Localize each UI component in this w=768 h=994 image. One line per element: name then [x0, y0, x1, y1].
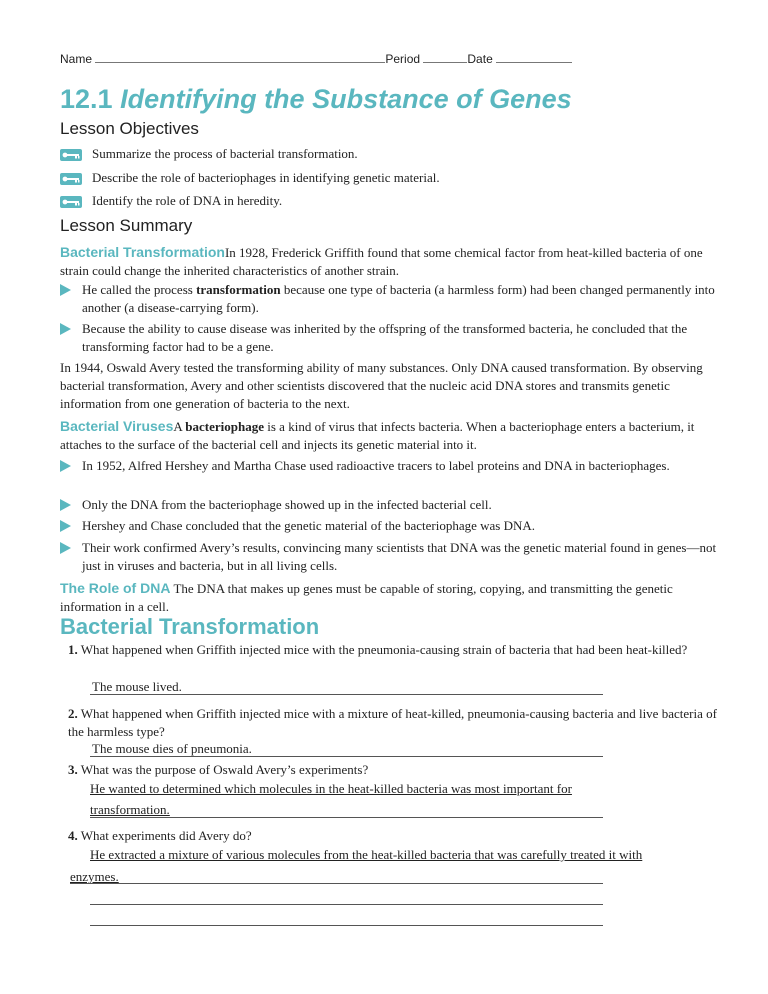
- answer-4-line-2[interactable]: enzymes.: [70, 869, 119, 884]
- objective-item: [60, 146, 358, 162]
- bullet-text: Hershey and Chase concluded that the genetic material of the bacteriophage was DNA.: [82, 518, 536, 533]
- bullet-item: [60, 496, 720, 514]
- triangle-bullet-icon: [60, 284, 71, 296]
- answer-1[interactable]: The mouse lived.: [92, 679, 182, 694]
- answer-line: [90, 817, 603, 818]
- question-text: What experiments did Avery do?: [80, 828, 252, 843]
- bullet-item: [60, 320, 720, 356]
- question-number: 4.: [68, 828, 78, 843]
- answer-line: [90, 694, 603, 695]
- bullet-text: Because the ability to cause disease was inherited by the offspring of the transformed bacteria, he concluded that the transforming factor had to be a gene.: [82, 321, 688, 354]
- transformation-subhead: Bacterial Transformation: [60, 244, 225, 260]
- name-field[interactable]: [95, 52, 385, 63]
- page-title: [60, 84, 572, 115]
- question-text: What was the purpose of Oswald Avery’s experiments?: [80, 762, 369, 777]
- header-line: [60, 52, 572, 66]
- summary-heading: Lesson Summary: [60, 216, 193, 235]
- question-number: 2.: [68, 706, 78, 721]
- question-2: [68, 705, 718, 741]
- section-heading: Bacterial Transformation: [60, 614, 320, 639]
- key-icon: [60, 149, 82, 161]
- question-3: [68, 761, 718, 779]
- bullet-item: [60, 281, 720, 317]
- bullet-text: Their work confirmed Avery’s results, convincing many scientists that DNA was the genetic material found in genes—not just in viruses and bacteria, but in all living cells.: [82, 540, 717, 573]
- key-icon: [60, 196, 82, 208]
- triangle-bullet-icon: [60, 542, 71, 554]
- triangle-bullet-icon: [60, 520, 71, 532]
- name-label: Name: [60, 52, 93, 66]
- answer-line: [70, 883, 603, 884]
- date-label: Date: [467, 52, 493, 66]
- title-text: Identifying the Substance of Genes: [120, 84, 572, 114]
- answer-4-line-1[interactable]: He extracted a mixture of various molecules from the heat-killed bacteria that was carefully treated it with: [90, 847, 643, 862]
- answer-line: [90, 756, 603, 757]
- question-number: 3.: [68, 762, 78, 777]
- triangle-bullet-icon: [60, 499, 71, 511]
- viruses-intro: [60, 417, 720, 454]
- objectives-heading: Lesson Objectives: [60, 119, 199, 138]
- avery-paragraph: In 1944, Oswald Avery tested the transforming ability of many substances. Only DNA caused transformation. By observing bacterial transformation, Avery and other scientists discovered that the nucleic acid DNA stores and transmits genetic information from one generation of bacteria to the next.: [60, 360, 703, 411]
- role-subhead: The Role of DNA: [60, 580, 171, 596]
- role-paragraph: [60, 579, 720, 616]
- objective-item: [60, 170, 440, 186]
- bullet-text: He called the process: [82, 282, 197, 297]
- viruses-text: A: [173, 419, 186, 434]
- question-4: [68, 827, 718, 845]
- transformation-intro: [60, 243, 720, 280]
- objective-item: [60, 193, 282, 209]
- answer-line[interactable]: [90, 904, 603, 905]
- bullet-item: [60, 517, 720, 535]
- transformation-intro-text: In 1928, Frederick Griffith found that some chemical factor from heat-killed bacteria of one strain could change the inherited characteristics of another strain.: [60, 245, 703, 278]
- bullet-text: because one type of bacteria (a harmless form) had been changed permanently into another (a disease-carrying form).: [82, 282, 715, 315]
- bold-term: bacteriophage: [185, 419, 265, 434]
- bullet-item: [60, 457, 720, 475]
- triangle-bullet-icon: [60, 460, 71, 472]
- viruses-text: is a kind of virus that infects bacteria. When a bacteriophage enters a bacterium, it attaches to the surface of the bacterial cell and injects its genetic material into it.: [60, 419, 695, 452]
- answer-line[interactable]: [90, 925, 603, 926]
- answer-2[interactable]: The mouse dies of pneumonia.: [92, 741, 252, 756]
- objective-text: Summarize the process of bacterial transformation.: [92, 146, 358, 161]
- bullet-item: [60, 539, 720, 575]
- viruses-subhead: Bacterial Viruses: [60, 418, 174, 434]
- question-number: 1.: [68, 642, 78, 657]
- objective-text: Identify the role of DNA in heredity.: [92, 193, 283, 208]
- bold-term: transformation: [196, 282, 281, 297]
- answer-3-line-1[interactable]: He wanted to determined which molecules in the heat-killed bacteria was most important for: [90, 781, 572, 796]
- bullet-text: Only the DNA from the bacteriophage showed up in the infected bacterial cell.: [82, 497, 492, 512]
- title-number: 12.1: [60, 84, 113, 114]
- question-text: What happened when Griffith injected mice with the pneumonia-causing strain of bacteria that had been heat-killed?: [80, 642, 688, 657]
- key-icon: [60, 173, 82, 185]
- date-field[interactable]: [496, 52, 572, 63]
- question-1: [68, 641, 718, 659]
- triangle-bullet-icon: [60, 323, 71, 335]
- objective-text: Describe the role of bacteriophages in identifying genetic material.: [92, 170, 440, 185]
- answer-3-line-2[interactable]: transformation.: [90, 802, 170, 817]
- period-field[interactable]: [423, 52, 467, 63]
- period-label: Period: [385, 52, 421, 66]
- question-text: What happened when Griffith injected mice with a mixture of heat-killed, pneumonia-causing bacteria and live bacteria of the harmless type?: [68, 706, 717, 739]
- role-text: The DNA that makes up genes must be capable of storing, copying, and transmitting the genetic information in a cell.: [60, 581, 673, 614]
- bullet-text: In 1952, Alfred Hershey and Martha Chase used radioactive tracers to label proteins and DNA in bacteriophages.: [82, 458, 670, 473]
